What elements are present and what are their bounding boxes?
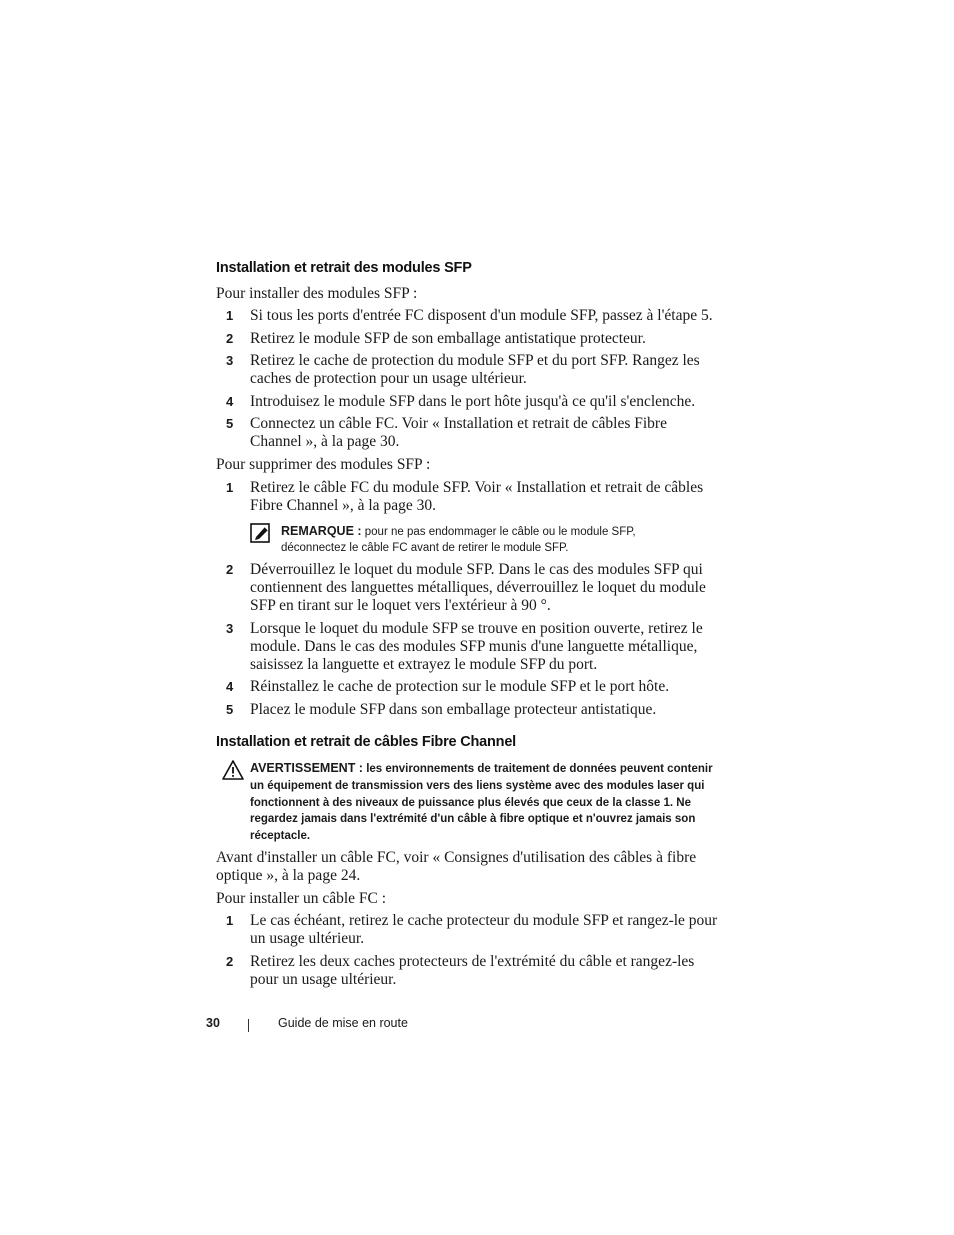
step-text: Déverrouillez le loquet du module SFP. Dans le cas des modules SFP qui contiennent des languettes métalliques, déverrouillez le loquet du module SFP en tirant sur le loquet vers l'extérieur à 90 °. [250, 561, 706, 614]
footer-doc-title: Guide de mise en route [278, 1016, 408, 1030]
step-number: 4 [226, 394, 234, 409]
step-number: 2 [226, 562, 234, 577]
step-number: 4 [226, 679, 234, 694]
before-install-text: Avant d'installer un câble FC, voir « Consignes d'utilisation des câbles à fibre optique », à la page 24. [216, 849, 697, 884]
step-text: Retirez les deux caches protecteurs de l'extrémité du câble et rangez-les pour un usage ultérieur. [250, 953, 695, 988]
remove-sfp-intro: Pour supprimer des modules SFP : [216, 456, 431, 473]
page-number: 30 [206, 1016, 220, 1030]
section-heading-fibre-channel: Installation et retrait de câbles Fibre Channel [216, 734, 517, 750]
step-number: 1 [226, 308, 234, 323]
step-text: Connectez un câble FC. Voir « Installation et retrait de câbles Fibre Channel », à la page 30. [250, 415, 667, 450]
warning-text: les environnements de traitement de données peuvent contenir un équipement de transmission vers des liens système avec des modules laser qui fonctionnent à des niveaux de puissance plus élevés que ceux de la classe 1. Ne regardez jamais dans l'extrémité d'un câble à fibre optique et n'ouvrez jamais son réceptacle. [250, 763, 713, 843]
step-number: 3 [226, 621, 234, 636]
note-text: pour ne pas endommager le câble ou le module SFP, déconnectez le câble FC avant de retirer le module SFP. [281, 526, 636, 554]
note-label: REMARQUE : [281, 524, 362, 538]
step-number: 5 [226, 702, 234, 717]
step-text: Introduisez le module SFP dans le port hôte jusqu'à ce qu'il s'enclenche. [250, 393, 696, 410]
step-text: Lorsque le loquet du module SFP se trouve en position ouverte, retirez le module. Dans le cas des modules SFP munis d'une languette métallique, saisissez la languette et extrayez le module SFP du port. [250, 620, 703, 673]
page-footer [206, 1016, 606, 1036]
step-text: Retirez le cache de protection du module SFP et du port SFP. Rangez les caches de protection pour un usage ultérieur. [250, 352, 700, 387]
step-number: 2 [226, 954, 234, 969]
section-heading-sfp: Installation et retrait des modules SFP [216, 260, 472, 276]
step-text: Placez le module SFP dans son emballage protecteur antistatique. [250, 701, 657, 718]
step-text: Retirez le module SFP de son emballage antistatique protecteur. [250, 330, 646, 347]
step-number: 5 [226, 416, 234, 431]
install-cable-intro: Pour installer un câble FC : [216, 890, 387, 907]
warning-triangle-icon [222, 760, 244, 780]
warning-text-block [250, 760, 720, 845]
step-number: 2 [226, 331, 234, 346]
install-sfp-intro: Pour installer des modules SFP : [216, 285, 418, 302]
footer-divider [248, 1019, 249, 1032]
step-text: Retirez le câble FC du module SFP. Voir « Installation et retrait de câbles Fibre Channel », à la page 30. [250, 479, 704, 514]
step-text: Le cas échéant, retirez le cache protecteur du module SFP et rangez-le pour un usage ultérieur. [250, 912, 718, 947]
note-text-block [281, 523, 701, 556]
step-number: 1 [226, 913, 234, 928]
warning-label: AVERTISSEMENT : [250, 761, 363, 775]
step-text: Si tous les ports d'entrée FC disposent d'un module SFP, passez à l'étape 5. [250, 307, 713, 324]
note-pencil-icon [250, 523, 272, 543]
step-number: 3 [226, 353, 234, 368]
step-number: 1 [226, 480, 234, 495]
step-text: Réinstallez le cache de protection sur le module SFP et le port hôte. [250, 678, 670, 695]
